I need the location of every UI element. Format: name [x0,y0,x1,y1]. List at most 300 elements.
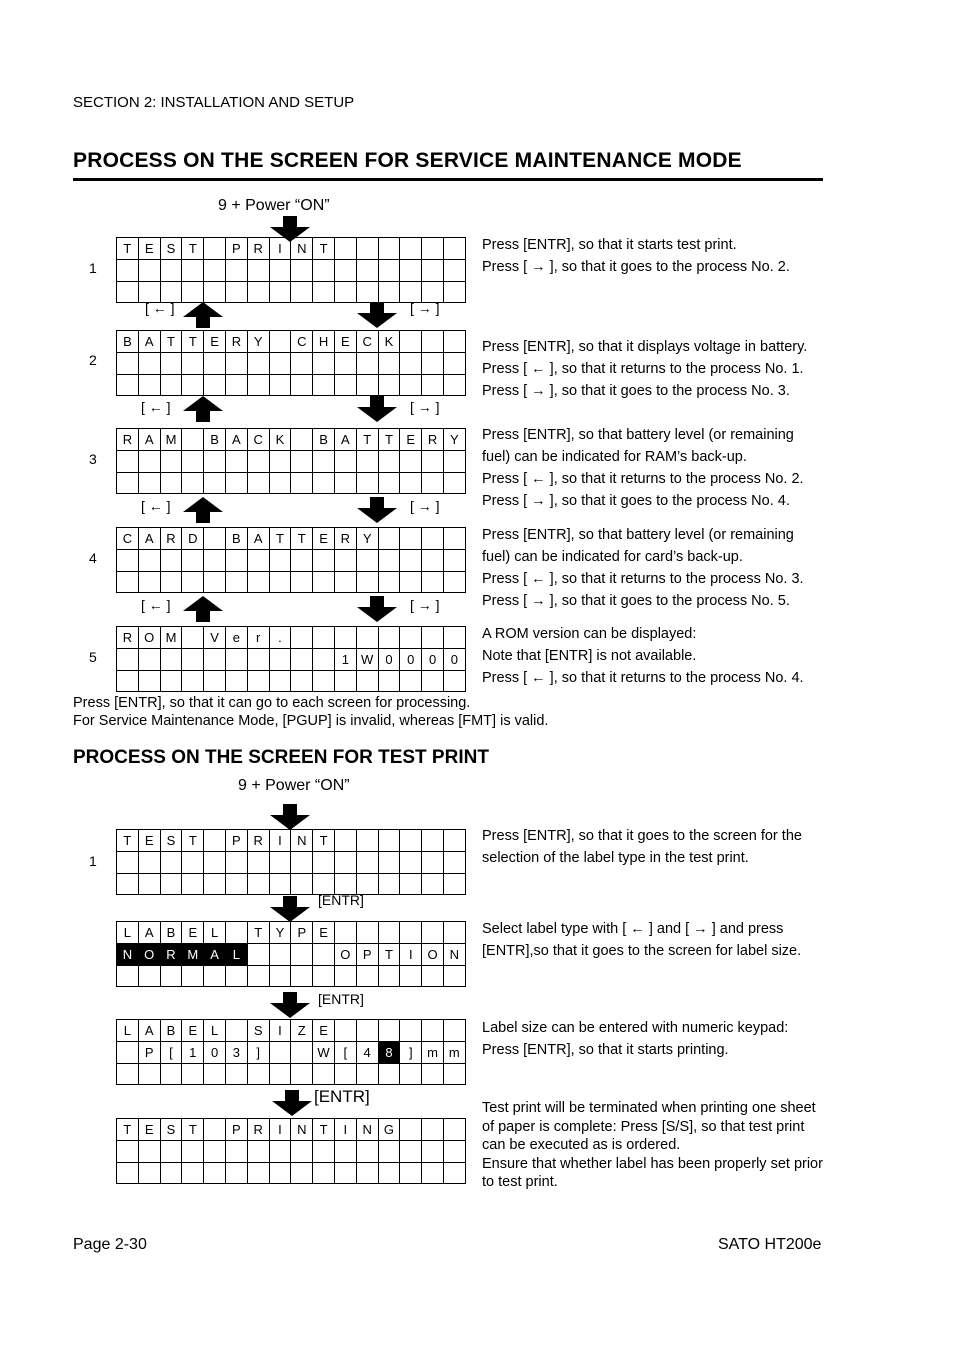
lcd-cell: M [161,627,183,649]
lcd-cell [117,966,139,988]
lcd-cell: Y [270,922,292,944]
lcd-cell: O [139,944,161,966]
lcd-cell [204,473,226,495]
lcd-cell [291,550,313,572]
lcd-cell: M [161,429,183,451]
lcd-cell [139,1141,161,1163]
lcd-cell [226,852,248,874]
lcd-cell: A [139,1020,161,1042]
lcd-cell: P [291,922,313,944]
lcd-cell [357,922,379,944]
lcd-cell [248,966,270,988]
lcd-cell [444,282,466,304]
lcd-cell [139,550,161,572]
lcd-cell [357,238,379,260]
lcd-cell [161,649,183,671]
lcd-cell [204,1119,226,1141]
lcd-cell [248,1141,270,1163]
lcd-cell [422,375,444,397]
lcd-cell [270,572,292,594]
lcd-cell: I [400,944,422,966]
lcd-cell [444,528,466,550]
lcd-cell: A [139,922,161,944]
lcd-cell [422,1020,444,1042]
left-key-label: [ ← ] [141,498,171,514]
lcd-cell [444,260,466,282]
lcd-cell: C [117,528,139,550]
lcd-cell [117,671,139,693]
lcd-cell [291,966,313,988]
lcd-cell [335,353,357,375]
lcd-cell: N [444,944,466,966]
lcd-cell [357,966,379,988]
lcd-cell [270,1141,292,1163]
lcd-cell: C [291,331,313,353]
lcd-cell [248,550,270,572]
lcd-cell [270,550,292,572]
lcd-cell [204,572,226,594]
lcd-cell [226,966,248,988]
lcd-cell [379,375,401,397]
lcd-cell: T [117,1119,139,1141]
lcd-cell [357,671,379,693]
lcd-cell [313,671,335,693]
lcd-cell: E [139,238,161,260]
lcd-cell: Y [248,331,270,353]
screen-description: Select label type with [ ← ] and [ → ] and press [ENTR],so that it goes to the screen for label size. [482,921,802,959]
lcd-cell [422,830,444,852]
lcd-cell [270,649,292,671]
lcd-cell: V [204,627,226,649]
lcd-cell: A [226,429,248,451]
lcd-cell [444,922,466,944]
lcd-cell [161,550,183,572]
lcd-cell [291,282,313,304]
lcd-cell [444,353,466,375]
lcd-cell [400,238,422,260]
lcd-cell: E [313,922,335,944]
lcd-cell [291,1042,313,1064]
lcd-cell [400,1163,422,1185]
screen-description: Press [ENTR], so that it starts test print. Press [ → ], so that it goes to the process No. 2. [482,237,790,275]
lcd-cell: [ [335,1042,357,1064]
down-arrow-icon [357,396,397,422]
lcd-cell [444,852,466,874]
entr-key-label: [ENTR] [314,1087,370,1106]
screen-number: 1 [89,853,97,869]
lcd-cell: 0 [422,649,444,671]
lcd-cell [182,627,204,649]
lcd-cell [313,550,335,572]
lcd-cell [313,572,335,594]
up-arrow-icon [183,396,223,422]
lcd-cell [400,1064,422,1086]
lcd-cell: O [422,944,444,966]
lcd-cell [139,852,161,874]
lcd-cell: E [400,429,422,451]
lcd-cell [379,1020,401,1042]
lcd-cell: R [248,1119,270,1141]
service-power-label: 9 + Power “ON” [218,197,330,214]
lcd-cell [400,473,422,495]
lcd-cell: R [335,528,357,550]
lcd-cell [204,966,226,988]
lcd-cell: B [161,1020,183,1042]
lcd-cell: L [117,922,139,944]
lcd-cell [422,572,444,594]
lcd-cell: N [291,1119,313,1141]
lcd-cell: E [204,331,226,353]
lcd-screen-s4 [116,527,466,593]
lcd-cell: e [226,627,248,649]
lcd-cell: M [182,944,204,966]
screen-description: Test print will be terminated when printing one sheet of paper is complete: Press [S/S], so that test print can be executed as is ordered. Ensure that whether label has been properly set prior to test print. [482,1100,823,1190]
lcd-cell: r [248,627,270,649]
down-arrow-icon [270,804,310,830]
lcd-cell [270,1042,292,1064]
lcd-cell [291,1141,313,1163]
lcd-cell: T [291,528,313,550]
lcd-cell [444,1020,466,1042]
right-key-label: [ → ] [410,498,440,514]
lcd-cell [422,451,444,473]
lcd-cell [444,331,466,353]
lcd-cell: A [335,429,357,451]
lcd-cell: P [139,1042,161,1064]
lcd-cell [444,966,466,988]
lcd-cell [422,966,444,988]
lcd-cell: N [291,830,313,852]
lcd-cell: R [226,331,248,353]
lcd-cell [444,1163,466,1185]
lcd-cell [226,1141,248,1163]
right-key-label: [ → ] [410,399,440,415]
lcd-cell [400,550,422,572]
lcd-cell [182,451,204,473]
up-arrow-icon [183,596,223,622]
lcd-cell [357,1141,379,1163]
lcd-cell [422,1119,444,1141]
lcd-cell [291,874,313,896]
lcd-cell [291,1163,313,1185]
lcd-cell [226,260,248,282]
lcd-cell [444,1064,466,1086]
lcd-cell: T [248,922,270,944]
lcd-cell: m [444,1042,466,1064]
lcd-cell [139,572,161,594]
lcd-cell [182,874,204,896]
lcd-cell [204,282,226,304]
lcd-cell: I [270,1020,292,1042]
lcd-cell: T [379,429,401,451]
lcd-cell: 8 [379,1042,401,1064]
lcd-cell [226,282,248,304]
lcd-cell [422,353,444,375]
lcd-cell [117,874,139,896]
lcd-cell: H [313,331,335,353]
lcd-cell [379,671,401,693]
lcd-cell [400,1141,422,1163]
lcd-cell [248,473,270,495]
lcd-cell [357,550,379,572]
lcd-cell: R [161,528,183,550]
lcd-cell [248,944,270,966]
lcd-cell [444,1141,466,1163]
lcd-cell [226,550,248,572]
screen-number: 3 [89,451,97,467]
lcd-cell [335,1163,357,1185]
lcd-cell [182,1141,204,1163]
lcd-cell [226,922,248,944]
lcd-cell [400,572,422,594]
lcd-cell [335,550,357,572]
lcd-cell [335,572,357,594]
lcd-cell [400,874,422,896]
lcd-cell: O [139,627,161,649]
lcd-cell [422,922,444,944]
lcd-cell [139,1163,161,1185]
lcd-cell: C [248,429,270,451]
entr-key-label: [ENTR] [318,892,364,908]
lcd-cell [204,671,226,693]
lcd-screen-s3 [116,428,466,494]
lcd-cell [161,353,183,375]
lcd-cell: T [357,429,379,451]
lcd-cell [139,874,161,896]
lcd-cell [400,528,422,550]
lcd-cell [182,429,204,451]
lcd-cell: R [422,429,444,451]
lcd-cell [204,874,226,896]
lcd-cell [204,451,226,473]
lcd-cell [270,874,292,896]
lcd-cell [117,1064,139,1086]
lcd-cell [248,1163,270,1185]
lcd-cell [117,473,139,495]
lcd-cell [357,451,379,473]
lcd-cell [270,1064,292,1086]
lcd-cell [204,353,226,375]
lcd-cell [270,944,292,966]
lcd-cell [379,260,401,282]
lcd-cell [400,1020,422,1042]
lcd-cell [379,966,401,988]
lcd-cell [117,282,139,304]
lcd-cell [357,830,379,852]
up-arrow-icon [183,497,223,523]
lcd-cell [291,429,313,451]
lcd-cell [444,627,466,649]
lcd-cell [161,473,183,495]
lcd-cell [226,649,248,671]
lcd-cell: E [313,528,335,550]
lcd-cell: ] [400,1042,422,1064]
lcd-cell [248,451,270,473]
lcd-cell [379,1141,401,1163]
lcd-cell: I [270,238,292,260]
lcd-cell [379,528,401,550]
lcd-cell [117,1042,139,1064]
screen-number: 5 [89,649,97,665]
lcd-cell [379,1064,401,1086]
lcd-cell: O [335,944,357,966]
lcd-cell [444,238,466,260]
lcd-cell [226,375,248,397]
lcd-cell [357,260,379,282]
lcd-cell: T [270,528,292,550]
lcd-cell [422,1163,444,1185]
section-header: SECTION 2: INSTALLATION AND SETUP [73,94,355,111]
lcd-cell [422,1141,444,1163]
lcd-cell [248,649,270,671]
lcd-cell [357,1064,379,1086]
lcd-cell: A [139,331,161,353]
lcd-cell: [ [161,1042,183,1064]
lcd-cell [226,572,248,594]
lcd-cell: R [248,830,270,852]
lcd-cell [400,966,422,988]
lcd-cell [182,260,204,282]
lcd-cell [182,572,204,594]
lcd-cell [422,331,444,353]
lcd-cell [379,922,401,944]
lcd-cell [161,1141,183,1163]
lcd-screen-s1 [116,237,466,303]
lcd-cell [204,1141,226,1163]
lcd-cell [400,852,422,874]
testprint-power-label: 9 + Power “ON” [238,777,350,794]
lcd-screen-s5 [116,626,466,692]
lcd-cell: A [139,528,161,550]
lcd-cell [379,852,401,874]
lcd-cell: D [182,528,204,550]
lcd-cell [248,572,270,594]
lcd-cell [226,451,248,473]
lcd-cell [357,1020,379,1042]
lcd-cell [204,830,226,852]
service-notes: Press [ENTR], so that it can go to each screen for processing. For Service Maintenance Mode, [PGUP] is invalid, whereas [FMT] is valid. [73,695,549,729]
lcd-cell [313,627,335,649]
lcd-cell [117,852,139,874]
lcd-cell: N [117,944,139,966]
screen-description: Press [ENTR], so that it goes to the screen for the selection of the label type in the test print. [482,828,802,866]
lcd-cell [444,874,466,896]
lcd-cell [335,966,357,988]
lcd-cell [182,852,204,874]
lcd-cell [313,649,335,671]
service-title: PROCESS ON THE SCREEN FOR SERVICE MAINTENANCE MODE [73,149,742,172]
lcd-cell [270,451,292,473]
lcd-cell: C [357,331,379,353]
lcd-cell [357,572,379,594]
lcd-cell [161,375,183,397]
lcd-cell: L [204,922,226,944]
lcd-cell [335,238,357,260]
lcd-cell [204,1064,226,1086]
lcd-cell [313,282,335,304]
lcd-cell [139,353,161,375]
lcd-cell: R [117,627,139,649]
lcd-cell [400,451,422,473]
lcd-cell [379,353,401,375]
lcd-cell [204,852,226,874]
lcd-cell [335,1064,357,1086]
lcd-cell [182,473,204,495]
lcd-cell [400,627,422,649]
lcd-cell [444,572,466,594]
lcd-cell [400,375,422,397]
lcd-cell: W [357,649,379,671]
screen-number: 4 [89,550,97,566]
lcd-cell [117,260,139,282]
lcd-cell [422,852,444,874]
lcd-cell: 0 [204,1042,226,1064]
lcd-cell [335,375,357,397]
lcd-cell: T [161,331,183,353]
lcd-cell [313,1064,335,1086]
lcd-cell [139,1064,161,1086]
lcd-cell: L [226,944,248,966]
lcd-cell [400,671,422,693]
testprint-title: PROCESS ON THE SCREEN FOR TEST PRINT [73,747,489,768]
title-rule [73,178,823,181]
lcd-cell [444,375,466,397]
lcd-cell: L [204,1020,226,1042]
lcd-cell: T [182,830,204,852]
lcd-cell [335,922,357,944]
lcd-cell [444,550,466,572]
lcd-cell: T [313,238,335,260]
lcd-cell: K [270,429,292,451]
lcd-cell [182,375,204,397]
lcd-cell: P [226,1119,248,1141]
lcd-cell [379,572,401,594]
lcd-cell [182,1064,204,1086]
left-key-label: [ ← ] [145,300,175,316]
lcd-cell: G [379,1119,401,1141]
lcd-cell [204,238,226,260]
lcd-cell: E [313,1020,335,1042]
lcd-cell [161,451,183,473]
lcd-cell: E [335,331,357,353]
lcd-cell [139,260,161,282]
lcd-cell [335,1141,357,1163]
lcd-cell: B [117,331,139,353]
lcd-cell [161,1064,183,1086]
lcd-cell [313,944,335,966]
left-key-label: [ ← ] [141,597,171,613]
lcd-cell [161,852,183,874]
lcd-screen-t2 [116,921,466,987]
lcd-cell [422,550,444,572]
lcd-cell [270,260,292,282]
lcd-cell [291,473,313,495]
lcd-cell [270,331,292,353]
lcd-cell [400,353,422,375]
product-name: SATO HT200e [718,1236,822,1253]
lcd-cell: A [139,429,161,451]
lcd-cell [313,451,335,473]
down-arrow-icon [357,497,397,523]
lcd-cell [379,451,401,473]
lcd-cell: ] [248,1042,270,1064]
lcd-cell [291,1064,313,1086]
lcd-cell: T [182,1119,204,1141]
lcd-screen-t4 [116,1118,466,1184]
lcd-cell [291,375,313,397]
lcd-cell [270,282,292,304]
screen-description: Press [ENTR], so that it displays voltage in battery. Press [ ← ], so that it returns to the process No. 1. Press [ → ], so that it goes to the process No. 3. [482,339,808,399]
